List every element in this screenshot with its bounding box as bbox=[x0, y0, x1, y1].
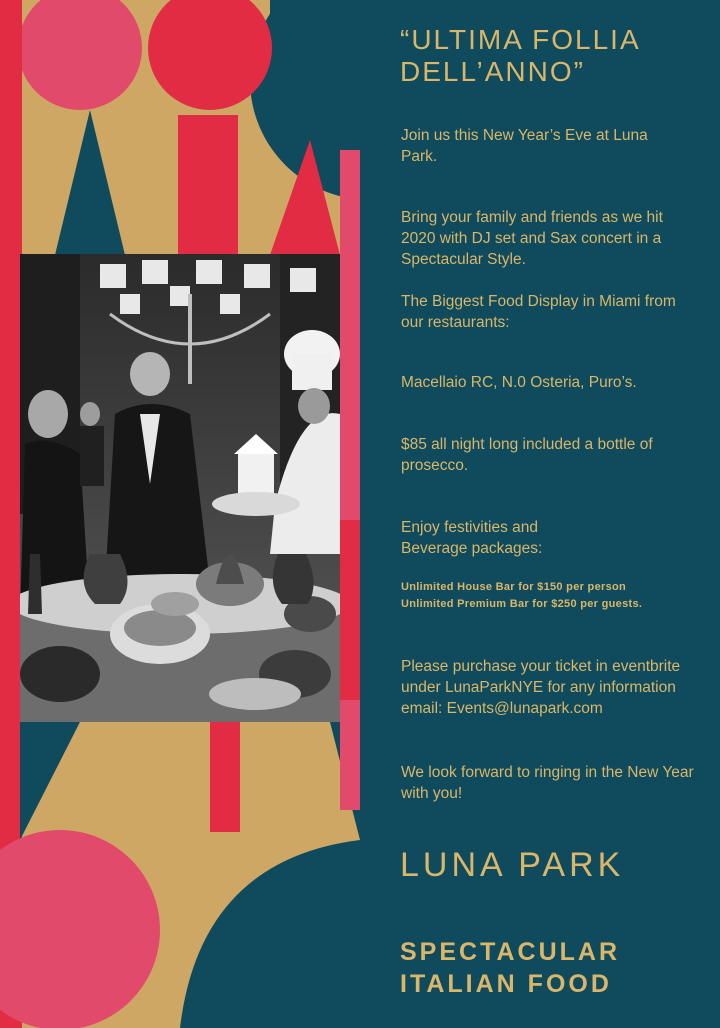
banquet-photo-icon bbox=[20, 254, 340, 722]
price-text: $85 all night long included a bottle of prosecco. bbox=[401, 436, 653, 474]
event-title: “ULTIMA FOLLIA DELL’ANNO” bbox=[400, 24, 640, 87]
bring-text: Bring your family and friends as we hit 2020 with DJ set and Sax concert in a Spectacular Style. bbox=[401, 209, 663, 268]
tagline: SPECTACULAR ITALIAN FOOD bbox=[400, 938, 621, 998]
banquet-photo bbox=[20, 254, 340, 722]
closing-text: We look forward to ringing in the New Year with you! bbox=[401, 764, 694, 802]
intro-text: Join us this New Year’s Eve at Luna Park. bbox=[401, 127, 648, 165]
package-premium-text: Unlimited Premium Bar for $250 per guests. bbox=[401, 598, 643, 610]
restaurants-text: Macellaio RC, N.0 Osteria, Puro’s. bbox=[401, 374, 637, 391]
festivities-text: Enjoy festivities and Beverage packages: bbox=[401, 519, 543, 557]
package-house-text: Unlimited House Bar for $150 per person bbox=[401, 581, 627, 593]
food-display-text: The Biggest Food Display in Miami from our restaurants: bbox=[401, 293, 676, 331]
purchase-text: Please purchase your ticket in eventbrite under LunaParkNYE for any information email: Events@lunapark.com bbox=[401, 658, 681, 717]
brand-logo: LUNA PARK bbox=[400, 846, 625, 884]
